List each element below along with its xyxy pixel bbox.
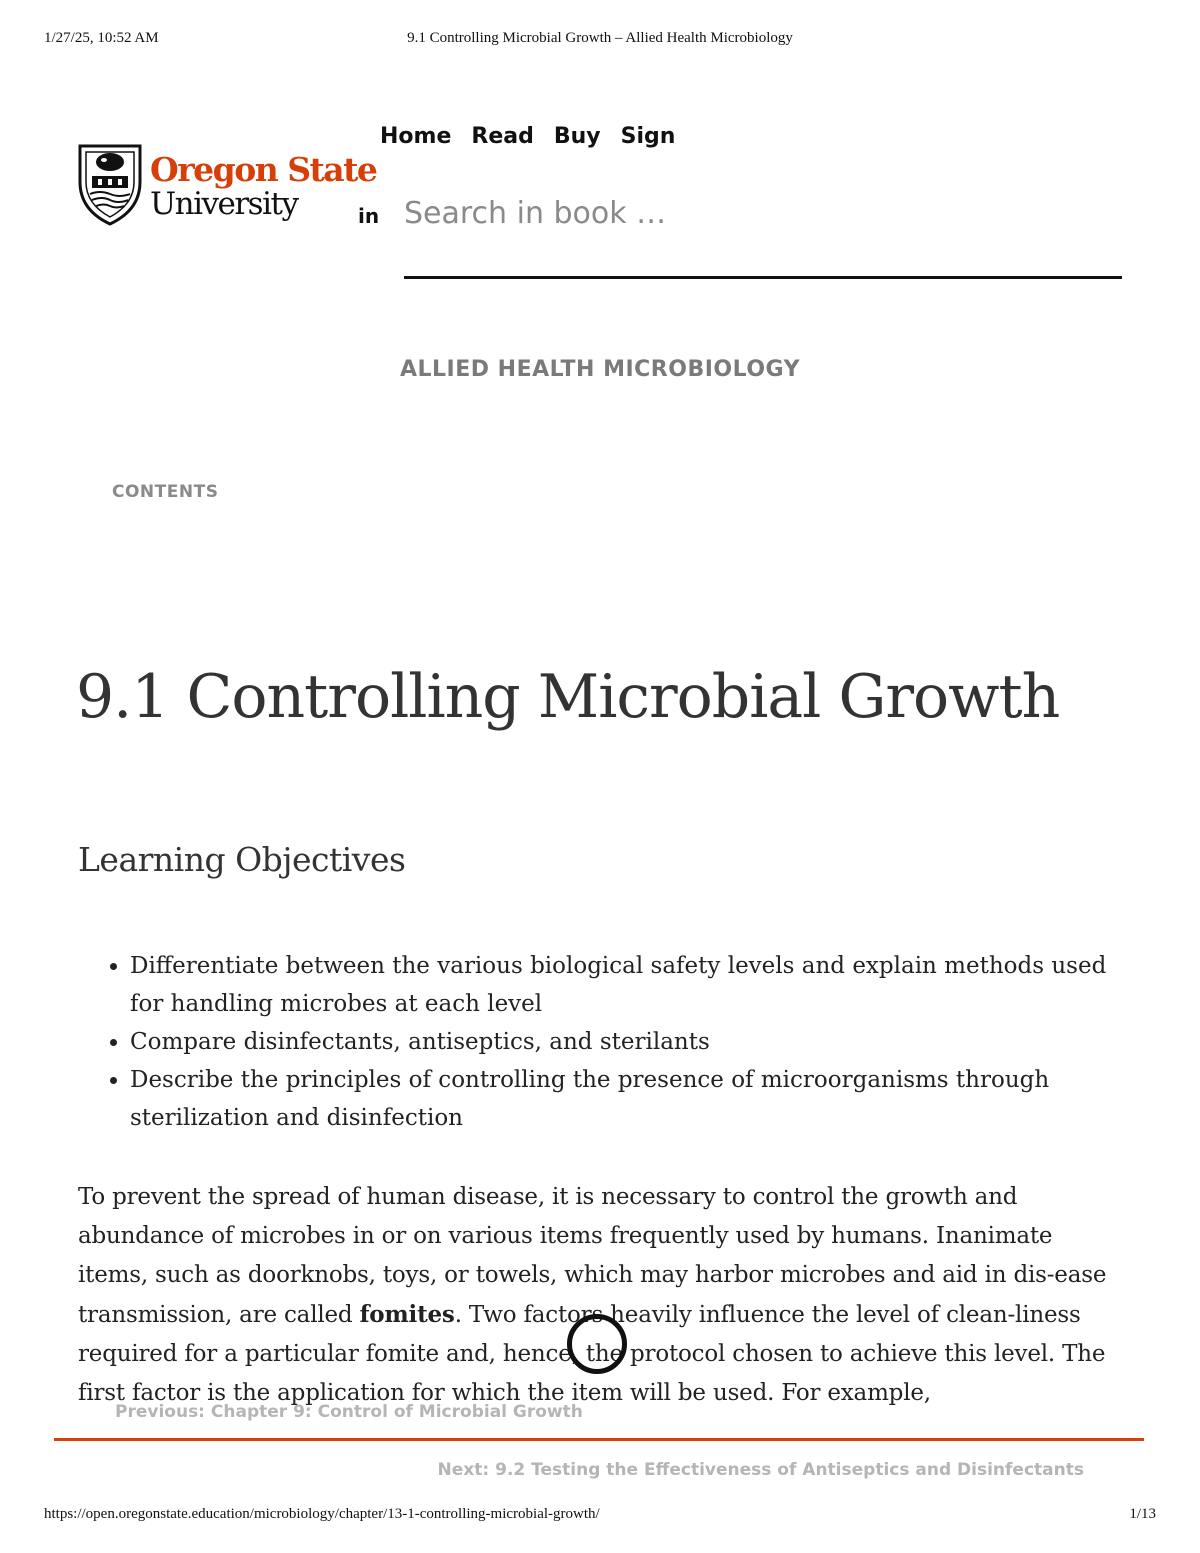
glossary-term-fomites: fomites xyxy=(359,1301,455,1328)
print-document-title: 9.1 Controlling Microbial Growth – Allied Health Microbiology xyxy=(407,30,793,46)
learning-objectives-list xyxy=(100,947,1130,1137)
nav-home-link[interactable]: Home xyxy=(380,124,452,149)
print-date: 1/27/25, 10:52 AM xyxy=(44,30,159,46)
top-navigation xyxy=(380,124,675,149)
search-placeholder: Search in book … xyxy=(404,196,667,231)
logo-wordmark-university: University xyxy=(150,186,298,222)
learning-objectives-heading: Learning Objectives xyxy=(78,840,406,879)
intro-text-part-2: . Two factors heavily influence the level of clean-liness required for a particular fomite and, hence, the protocol chosen to achieve this level. The first factor is the application for which the item will be used. For example, xyxy=(78,1302,1106,1406)
next-chapter-link[interactable]: Next: 9.2 Testing the Effectiveness of Antiseptics and Disinfectants xyxy=(437,1460,1084,1480)
previous-chapter-link[interactable]: Previous: Chapter 9: Control of Microbial Growth xyxy=(115,1402,583,1422)
intro-text-part-1: To prevent the spread of human disease, it is necessary to control the growth and abundance of microbes in or on various items frequently used by humans. Inanimate items, such as doorknobs, toys, or towels, which may harbor microbes and aid in dis-ease transmission, are called xyxy=(78,1184,1107,1328)
nav-read-link[interactable]: Read xyxy=(471,124,534,149)
contents-toggle[interactable]: CONTENTS xyxy=(112,482,219,502)
objective-item: • Describe the principles of controlling the presence of microorganisms through sterilization and disinfection xyxy=(130,1061,1130,1137)
nav-sign-in-link[interactable]: Sign xyxy=(620,124,676,149)
footer-divider xyxy=(54,1438,1144,1441)
book-title-link[interactable]: ALLIED HEALTH MICROBIOLOGY xyxy=(399,357,801,382)
print-footer xyxy=(44,1506,1156,1526)
print-page-number: 1/13 xyxy=(1129,1506,1156,1522)
objective-item: • Differentiate between the various biological safety levels and explain methods used for handling microbes at each level xyxy=(130,947,1130,1023)
objective-item: • Compare disinfectants, antiseptics, and sterilants xyxy=(130,1023,1130,1061)
osu-shield-icon xyxy=(74,136,146,226)
nav-sign-in-link-suffix[interactable]: in xyxy=(358,204,380,228)
print-url: https://open.oregonstate.education/microbiology/chapter/13-1-controlling-microbial-growth/ xyxy=(44,1506,600,1522)
logo-wordmark-oregon-state: Oregon State xyxy=(150,150,377,189)
nav-buy-link[interactable]: Buy xyxy=(553,124,601,149)
page-title: 9.1 Controlling Microbial Growth xyxy=(76,662,1060,732)
mouse-cursor-indicator xyxy=(567,1314,627,1374)
print-header xyxy=(44,30,1156,50)
